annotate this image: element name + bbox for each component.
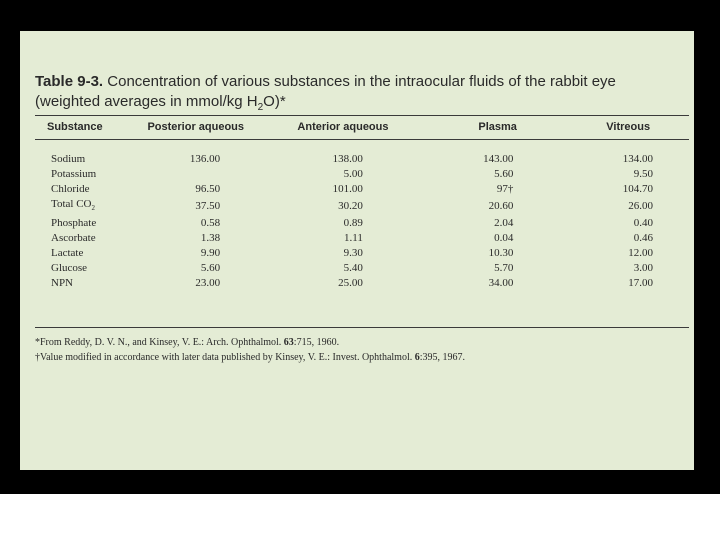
footnote-2 <box>35 350 675 365</box>
cell-plasma <box>428 231 568 246</box>
cell-substance-text: Total CO <box>51 198 92 210</box>
cell-anterior-text: 0.89 <box>343 217 363 230</box>
table-title: Concentration of various substances in the intraocular fluids of the rabbit eye <box>107 73 616 90</box>
footnote-1 <box>35 335 675 350</box>
cell-posterior <box>133 231 258 246</box>
cell-posterior-text: 9.90 <box>200 247 221 260</box>
cell-vitreous <box>567 197 689 216</box>
cell-vitreous <box>567 246 689 261</box>
table-row <box>35 152 689 167</box>
cell-anterior-text: 101.00 <box>332 183 363 195</box>
cell-plasma-text: 2.04 <box>494 217 514 230</box>
cell-vitreous-text: 3.00 <box>633 262 653 275</box>
caption-line-2 <box>35 92 655 112</box>
cell-vitreous-text: 0.40 <box>633 217 653 230</box>
cell-anterior <box>258 152 428 167</box>
cell-vitreous-text: 0.46 <box>633 232 653 245</box>
footnote-2-pages: :395, 1967. <box>419 352 466 363</box>
table-number: Table 9-3. <box>35 73 104 90</box>
cell-plasma <box>428 276 568 291</box>
cell-posterior-text: 0.58 <box>200 217 221 230</box>
cell-plasma <box>428 261 568 276</box>
cell-vitreous-text: 12.00 <box>628 247 653 260</box>
cell-plasma-text: 20.60 <box>488 200 514 213</box>
cell-posterior <box>133 246 258 261</box>
cell-anterior-text: 9.30 <box>343 247 363 260</box>
cell-anterior <box>258 261 428 276</box>
cell-posterior <box>133 276 258 291</box>
cell-substance-subscript: 2 <box>91 204 95 213</box>
cell-vitreous <box>567 167 689 182</box>
cell-substance-text: Phosphate <box>51 217 97 230</box>
footnote-1-volume: 63 <box>283 337 294 348</box>
cell-anterior-text: 138.00 <box>332 153 363 165</box>
cell-anterior-text: 30.20 <box>338 200 363 213</box>
caption-subscript: 2 <box>257 102 264 113</box>
cell-plasma-text: 5.60 <box>494 168 514 180</box>
footnote-1-pages: :715, 1960. <box>293 337 340 348</box>
cell-plasma-text: 10.30 <box>488 247 514 260</box>
cell-vitreous <box>567 276 689 291</box>
cell-anterior-text: 1.11 <box>344 232 363 245</box>
cell-anterior <box>258 197 428 216</box>
cell-vitreous-text: 134.00 <box>622 153 653 165</box>
cell-posterior-text: 37.50 <box>195 200 221 213</box>
cell-anterior <box>258 276 428 291</box>
cell-substance <box>35 152 133 167</box>
cell-vitreous <box>567 152 689 167</box>
cell-substance <box>35 261 133 276</box>
cell-anterior-text: 25.00 <box>338 277 363 290</box>
cell-plasma <box>428 246 568 261</box>
cell-vitreous <box>567 182 689 197</box>
caption-units-text: (weighted averages in mmol/kg H <box>35 93 258 110</box>
cell-posterior-text: 1.38 <box>200 232 221 245</box>
cell-posterior <box>133 182 258 197</box>
col-header-plasma: Plasma <box>478 121 517 133</box>
table-bottom-rule <box>35 327 689 328</box>
cell-vitreous-text: 104.70 <box>622 183 653 195</box>
table-row <box>35 216 689 231</box>
table-caption <box>35 72 655 112</box>
cell-plasma <box>428 152 568 167</box>
cell-substance <box>35 246 133 261</box>
cell-vitreous-text: 9.50 <box>633 168 653 180</box>
cell-vitreous <box>567 231 689 246</box>
cell-plasma <box>428 197 568 216</box>
footnote-1-text: *From Reddy, D. V. N., and Kinsey, V. E.: Arch. Ophthalmol. <box>35 337 284 348</box>
table-row <box>35 231 689 246</box>
footnotes <box>35 335 675 365</box>
cell-anterior <box>258 231 428 246</box>
cell-anterior <box>258 182 428 197</box>
cell-anterior-text: 5.00 <box>343 168 363 180</box>
cell-posterior <box>133 152 258 167</box>
cell-substance-text: Lactate <box>51 247 84 260</box>
cell-vitreous <box>567 261 689 276</box>
cell-substance-text: Glucose <box>51 262 88 275</box>
cell-anterior <box>258 216 428 231</box>
cell-posterior-text: 5.60 <box>200 262 221 275</box>
cell-plasma-text: 34.00 <box>488 277 514 290</box>
cell-anterior-text: 5.40 <box>343 262 363 275</box>
footnote-2-text: †Value modified in accordance with later data published by Kinsey, V. E.: Invest. Ophthalmol. <box>35 352 415 363</box>
data-table <box>35 117 689 291</box>
cell-substance <box>35 231 133 246</box>
cell-anterior <box>258 167 428 182</box>
footnote-2-volume: 6 <box>414 352 420 363</box>
cell-plasma-text: 5.70 <box>494 262 514 275</box>
col-header-substance: Substance <box>47 121 103 133</box>
table-row <box>35 197 689 216</box>
cell-substance-text: Potassium <box>51 168 97 180</box>
col-header-anterior: Anterior aqueous <box>297 121 389 133</box>
cell-posterior <box>133 261 258 276</box>
table-row <box>35 182 689 197</box>
cell-substance <box>35 197 133 216</box>
header-row <box>35 117 689 137</box>
cell-substance <box>35 216 133 231</box>
cell-plasma <box>428 167 568 182</box>
table-row <box>35 167 689 182</box>
cell-vitreous-text: 26.00 <box>628 200 653 213</box>
cell-posterior <box>133 216 258 231</box>
cell-plasma-text: 97† <box>496 183 514 195</box>
cell-plasma-text: 0.04 <box>494 232 514 245</box>
table-row <box>35 246 689 261</box>
cell-substance-text: NPN <box>51 277 74 290</box>
cell-plasma-text: 143.00 <box>483 153 514 165</box>
cell-vitreous <box>567 216 689 231</box>
cell-substance <box>35 276 133 291</box>
table-row <box>35 261 689 276</box>
cell-substance <box>35 167 133 182</box>
cell-substance-text: Sodium <box>51 153 86 165</box>
cell-plasma <box>428 182 568 197</box>
cell-substance-text: Chloride <box>51 183 90 195</box>
cell-posterior-text: 96.50 <box>195 183 221 195</box>
cell-posterior <box>133 197 258 216</box>
cell-anterior <box>258 246 428 261</box>
col-header-posterior: Posterior aqueous <box>147 121 245 133</box>
cell-substance-text: Ascorbate <box>51 232 96 245</box>
cell-posterior-text: 136.00 <box>189 153 221 165</box>
cell-substance <box>35 182 133 197</box>
col-header-vitreous: Vitreous <box>606 121 651 133</box>
caption-units-end: O)* <box>263 93 286 110</box>
caption-line-1 <box>35 72 655 92</box>
cell-posterior <box>133 167 258 182</box>
cell-posterior-text: 23.00 <box>195 277 221 290</box>
table-row <box>35 276 689 291</box>
cell-vitreous-text: 17.00 <box>628 277 653 290</box>
table-top-rule <box>35 115 689 116</box>
cell-plasma <box>428 216 568 231</box>
